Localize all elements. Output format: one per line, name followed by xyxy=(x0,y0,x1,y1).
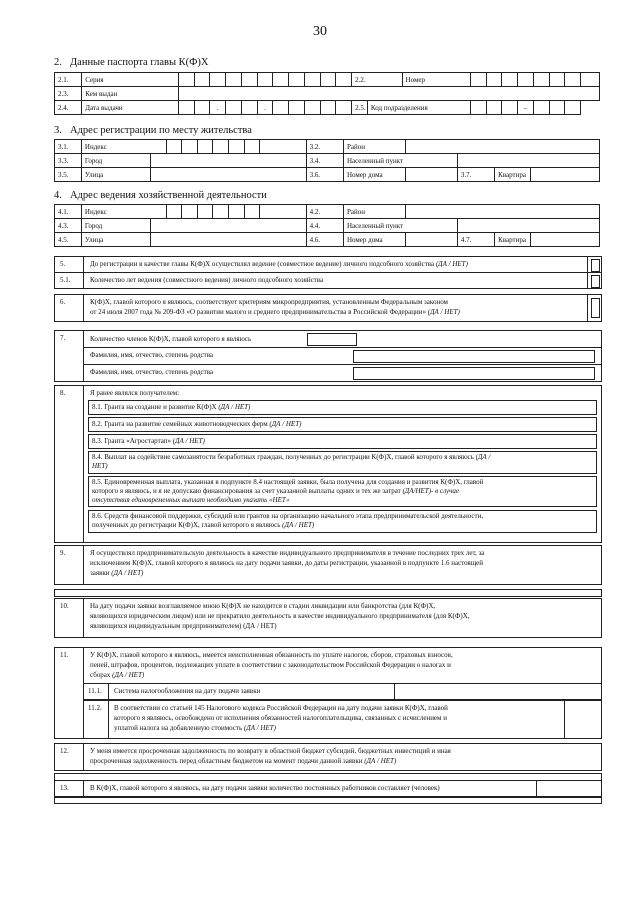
input-cell[interactable] xyxy=(320,73,336,87)
option-8-6 xyxy=(88,510,597,533)
option-note: отсутствия единовременных выплат необходимо указать «НЕТ» xyxy=(92,496,290,504)
question-text: заявки (ДА / НЕТ) xyxy=(90,569,144,577)
option-text: 8.1. Гранта на создание и развитие К(Ф)Х xyxy=(92,403,217,411)
input-cell[interactable] xyxy=(581,73,600,87)
input-cell[interactable] xyxy=(182,205,198,219)
question-9-answer-box[interactable] xyxy=(54,589,602,597)
question-text: К(Ф)Х, главой которого я являюсь, соответствует критериям микропредприятия, установленным Федеральным законом xyxy=(90,298,448,306)
settlement-label: Населенный пункт xyxy=(343,219,457,233)
option-text: 8.5. Единовременная выплата, указанная в подпункте 8.4 настоящей заявки, была получена для создания и развития К(Ф)Х, главой xyxy=(92,478,484,486)
input-cell[interactable] xyxy=(502,101,518,115)
house-number-label: Номер дома xyxy=(343,168,405,182)
input-cell[interactable] xyxy=(226,101,242,115)
input-cell[interactable] xyxy=(336,73,352,87)
question-number: 10. xyxy=(60,602,69,610)
section-number: 2. xyxy=(54,57,62,68)
row-number: 3.2. xyxy=(306,140,343,154)
input-cell[interactable] xyxy=(289,101,305,115)
option-8-4 xyxy=(88,451,597,474)
input-cell[interactable] xyxy=(244,205,260,219)
input-cell[interactable] xyxy=(565,73,581,87)
option-text: которого я являюсь, и я не допускаю финансирования за счет указанной выплаты одних и тех же затрат xyxy=(92,487,401,495)
yes-no-hint: (ДА / НЕТ) xyxy=(364,757,397,765)
apartment-label: Квартира xyxy=(495,168,531,182)
question-13-block xyxy=(54,780,602,797)
district-field[interactable] xyxy=(406,140,600,154)
option-text: полученных до регистрации К(Ф)Х, главой которого я являюсь xyxy=(92,521,281,529)
input-cell[interactable] xyxy=(194,73,210,87)
district-field[interactable] xyxy=(406,205,600,219)
index-label: Индекс xyxy=(81,140,166,154)
yes-no-hint: (ДА / НЕТ) xyxy=(172,437,205,445)
row-number: 3.7. xyxy=(457,168,494,182)
question-6-block xyxy=(54,294,602,322)
row-number: 4.5. xyxy=(55,233,82,247)
option-text: 8.2. Гранта на развитие семейных животноводческих ферм xyxy=(92,420,268,428)
house-number-label: Номер дома xyxy=(343,233,405,247)
question-11-block xyxy=(54,647,602,739)
question-text: Количество лет ведения (совместного ведения) личного подсобного хозяйства xyxy=(90,276,324,284)
member-name-field[interactable] xyxy=(353,350,595,363)
section-title: Данные паспорта главы К(Ф)Х xyxy=(70,57,209,68)
house-number-field[interactable] xyxy=(406,233,458,247)
question-text: На дату подачи заявки возглавляемое мною К(Ф)Х не находится в стадии ликвидации или банкротства (для К(Ф)Х, xyxy=(90,602,436,610)
yes-no-hint: НЕТ) xyxy=(92,462,108,470)
sub-item-text: которого я являюсь, освобождено от исполнения обязанностей налогоплательщика, связанных с исчислением и xyxy=(114,714,447,722)
input-cell[interactable] xyxy=(257,73,273,87)
input-cell[interactable] xyxy=(226,73,242,87)
question-12-block xyxy=(54,743,602,771)
question-9-block xyxy=(54,545,602,585)
sub-item-text: уплатой налога на добавленную стоимость (ДА / НЕТ) xyxy=(114,724,276,732)
row-number: 4.2. xyxy=(306,205,343,219)
input-cell[interactable] xyxy=(244,140,260,154)
section-2-heading xyxy=(54,57,209,68)
issue-date-label: Дата выдачи xyxy=(82,101,179,115)
question-text: Я осуществлял предпринимательскую деятельность в качестве индивидуального предпринимателя в течение последних трех лет, за xyxy=(90,549,485,557)
settlement-label: Населенный пункт xyxy=(343,154,457,168)
yes-no-hint: (ДА / НЕТ) xyxy=(282,521,315,529)
question-text: Я ранее являлся получателем: xyxy=(90,389,180,397)
yes-no-hint: (ДА / НЕТ) xyxy=(435,260,468,268)
street-field[interactable] xyxy=(151,233,306,247)
question-text: просроченная задолженность перед областным бюджетом на момент подачи данной заявки (ДА / НЕТ) xyxy=(90,757,397,765)
input-cell[interactable] xyxy=(260,205,307,219)
row-number: 4.3. xyxy=(55,219,82,233)
row-number: 2.1. xyxy=(55,73,82,87)
input-cell[interactable] xyxy=(486,73,502,87)
input-cell[interactable] xyxy=(194,101,210,115)
input-cell[interactable] xyxy=(273,73,289,87)
page-number: 30 xyxy=(313,24,327,39)
input-cell[interactable] xyxy=(533,73,549,87)
sub-item-11-2 xyxy=(83,700,602,739)
input-cell[interactable] xyxy=(486,101,502,115)
division-code-label: Код подразделения xyxy=(367,101,470,115)
city-label: Город xyxy=(81,219,150,233)
apartment-field[interactable] xyxy=(531,168,600,182)
house-number-field[interactable] xyxy=(406,168,458,182)
number-label: Номер xyxy=(402,73,470,87)
question-text: сборах (ДА / НЕТ) xyxy=(90,671,145,679)
question-number: 8. xyxy=(60,389,66,397)
district-label: Район xyxy=(343,140,405,154)
row-number: 4.6. xyxy=(306,233,343,247)
input-cell[interactable] xyxy=(533,101,549,115)
section-title: Адрес ведения хозяйственной деятельности xyxy=(70,190,267,201)
sub-item-text: В соответствии со статьей 145 Налогового кодекса Российской Федерации на дату подачи заявки К(Ф)Х, главой xyxy=(114,704,448,712)
answer-box[interactable] xyxy=(591,259,600,272)
apartment-field[interactable] xyxy=(531,233,600,247)
section-number: 3. xyxy=(54,125,62,136)
yes-no-hint: (ДА / НЕТ) xyxy=(111,569,144,577)
row-number: 3.4. xyxy=(306,154,343,168)
section-title: Адрес регистрации по месту жительства xyxy=(70,125,252,136)
input-cell[interactable] xyxy=(549,73,565,87)
input-cell[interactable] xyxy=(565,101,581,115)
option-text: 8.6. Средств финансовой поддержки, субсидий или грантов на организацию начального этапа предпринимательской деятельности, xyxy=(92,512,484,520)
question-text: являющихся юридическим лицом) или не прекратило деятельность в качестве индивидуального предпринимателя (для К(Ф)Х, xyxy=(90,612,470,620)
row-number: 4.4. xyxy=(306,219,343,233)
members-count-field[interactable] xyxy=(307,333,357,346)
row-number: 4.1. xyxy=(55,205,82,219)
input-cell[interactable] xyxy=(197,140,213,154)
city-field[interactable] xyxy=(151,154,306,168)
settlement-field[interactable] xyxy=(457,219,599,233)
series-label: Серия xyxy=(82,73,179,87)
input-cell[interactable] xyxy=(518,73,534,87)
row-number: 3.5. xyxy=(55,168,82,182)
input-cell[interactable] xyxy=(289,73,305,87)
input-cell[interactable] xyxy=(166,140,182,154)
yes-no-hint: (ДА / НЕТ) xyxy=(243,724,276,732)
input-cell[interactable] xyxy=(178,73,194,87)
settlement-field[interactable] xyxy=(457,154,599,168)
question-number: 13. xyxy=(60,784,69,792)
yes-no-hint: (ДА/НЕТ)- в случае xyxy=(402,487,460,495)
input-cell[interactable] xyxy=(241,73,257,87)
yes-no-hint: (ДА / НЕТ) xyxy=(269,420,302,428)
input-cell[interactable] xyxy=(336,101,352,115)
street-label: Улица xyxy=(81,168,150,182)
city-field[interactable] xyxy=(151,219,306,233)
input-cell[interactable] xyxy=(213,140,229,154)
row-number: 4.7. xyxy=(457,233,494,247)
sub-item-number: 11.2. xyxy=(88,704,102,712)
option-8-5 xyxy=(88,476,597,507)
district-label: Район xyxy=(343,205,405,219)
question-number: 11. xyxy=(60,651,69,659)
input-cell[interactable] xyxy=(273,101,289,115)
input-cell[interactable] xyxy=(229,205,245,219)
section-3-heading xyxy=(54,125,252,136)
row-number: 3.1. xyxy=(55,140,82,154)
index-label: Индекс xyxy=(81,205,166,219)
option-8-2 xyxy=(88,417,597,432)
question-7-block xyxy=(54,330,602,382)
section-4-heading xyxy=(54,190,267,201)
input-cell[interactable] xyxy=(260,140,307,154)
yes-no-hint: (ДА / НЕТ) xyxy=(427,308,460,316)
question-5-block xyxy=(54,256,602,289)
answer-box[interactable] xyxy=(591,298,600,318)
code-separator: – xyxy=(518,101,534,115)
answer-box[interactable] xyxy=(591,275,600,288)
question-number: 5. xyxy=(60,260,66,268)
row-number: 3.3. xyxy=(55,154,82,168)
street-label: Улица xyxy=(81,233,150,247)
input-cell[interactable] xyxy=(320,101,336,115)
date-separator: . xyxy=(210,101,226,115)
input-cell[interactable] xyxy=(178,101,194,115)
input-cell[interactable] xyxy=(229,140,245,154)
input-cell[interactable] xyxy=(241,101,257,115)
input-cell[interactable] xyxy=(470,101,486,115)
yes-no-hint: (ДА / НЕТ) xyxy=(218,403,251,411)
city-label: Город xyxy=(81,154,150,168)
business-address-table xyxy=(54,204,600,247)
question-text: У меня имеется просроченная задолженность по возврату в областной бюджет субсидий, бюджетных инвестиций и иная xyxy=(90,747,451,755)
option-text: 8.3. Гранта «Агростартап» xyxy=(92,437,171,445)
question-text: У К(Ф)Х, главой которого я являюсь, имеется неисполненная обязанность по уплате налогов, сборов, страховых взносов, xyxy=(90,651,453,659)
question-13-answer-box[interactable] xyxy=(54,797,602,804)
question-text: пеней, штрафов, процентов, подлежащих уплате в соответствии с законодательством Российской Федерации о налогах и xyxy=(90,661,451,669)
input-cell[interactable] xyxy=(210,73,226,87)
input-cell[interactable] xyxy=(197,205,213,219)
sub-item-11-1 xyxy=(83,683,602,700)
input-cell[interactable] xyxy=(502,73,518,87)
question-text: В К(Ф)Х, главой которого я являюсь, на дату подачи заявки количество постоянных работников составляет (человек) xyxy=(90,784,440,792)
row-number: 2.2. xyxy=(352,73,402,87)
member-row-label: Фамилия, имя, отчество, степень родства xyxy=(90,351,214,359)
option-8-1 xyxy=(88,400,597,415)
street-field[interactable] xyxy=(151,168,306,182)
question-number: 5.1. xyxy=(60,276,71,284)
question-text: исключением К(Ф)Х, главой которого я являюсь на дату подачи заявки, до даты регистрации, указанной в подпункте 1.6 настоящей xyxy=(90,559,483,567)
row-number: 3.6. xyxy=(306,168,343,182)
member-row-label: Фамилия, имя, отчество, степень родства xyxy=(90,368,214,376)
input-cell[interactable] xyxy=(166,205,182,219)
input-cell[interactable] xyxy=(549,101,565,115)
question-text: До регистрации в качестве главы К(Ф)Х осуществлял ведение (совместное ведение) личного подсобного хозяйства (ДА / НЕТ) xyxy=(90,260,468,268)
question-10-block xyxy=(54,598,602,638)
question-text: Количество членов К(Ф)Х, главой которого я являюсь xyxy=(90,335,252,343)
issued-by-label: Кем выдан xyxy=(82,87,179,101)
sub-item-text: Система налогообложения на дату подачи заявки xyxy=(114,687,261,695)
member-name-field[interactable] xyxy=(353,367,595,380)
registration-address-table xyxy=(54,139,600,182)
question-number: 12. xyxy=(60,747,69,755)
option-8-3 xyxy=(88,434,597,449)
apartment-label: Квартира xyxy=(495,233,531,247)
row-number: 2.4. xyxy=(55,101,82,115)
yes-no-hint: (ДА / xyxy=(475,453,491,461)
passport-table xyxy=(54,72,600,115)
question-number: 9. xyxy=(60,549,66,557)
input-cell[interactable] xyxy=(304,73,320,87)
option-text: 8.4. Выплат на содействие самозанятости безработных граждан, полученных до регистрации К(Ф)Х, главой которого я являюсь xyxy=(92,453,474,461)
input-cell[interactable] xyxy=(182,140,198,154)
sub-item-number: 11.1. xyxy=(88,687,102,695)
question-8-block xyxy=(54,385,602,543)
question-text: от 24 июля 2007 года № 209-ФЗ «О развитии малого и среднего предпринимательства в Российской Федерации» (ДА / НЕТ) xyxy=(90,308,460,316)
section-number: 4. xyxy=(54,190,62,201)
question-number: 7. xyxy=(60,334,66,342)
date-separator: . xyxy=(257,101,273,115)
input-cell[interactable] xyxy=(213,205,229,219)
row-number: 2.3. xyxy=(55,87,82,101)
input-cell[interactable] xyxy=(470,73,486,87)
issued-by-field[interactable] xyxy=(178,87,599,101)
input-cell[interactable] xyxy=(304,101,320,115)
question-text: являющихся индивидуальным предпринимателем) (ДА / НЕТ) xyxy=(90,622,277,630)
yes-no-hint: (ДА / НЕТ) xyxy=(112,671,145,679)
question-number: 6. xyxy=(60,298,66,306)
row-number: 2.5. xyxy=(352,101,368,115)
